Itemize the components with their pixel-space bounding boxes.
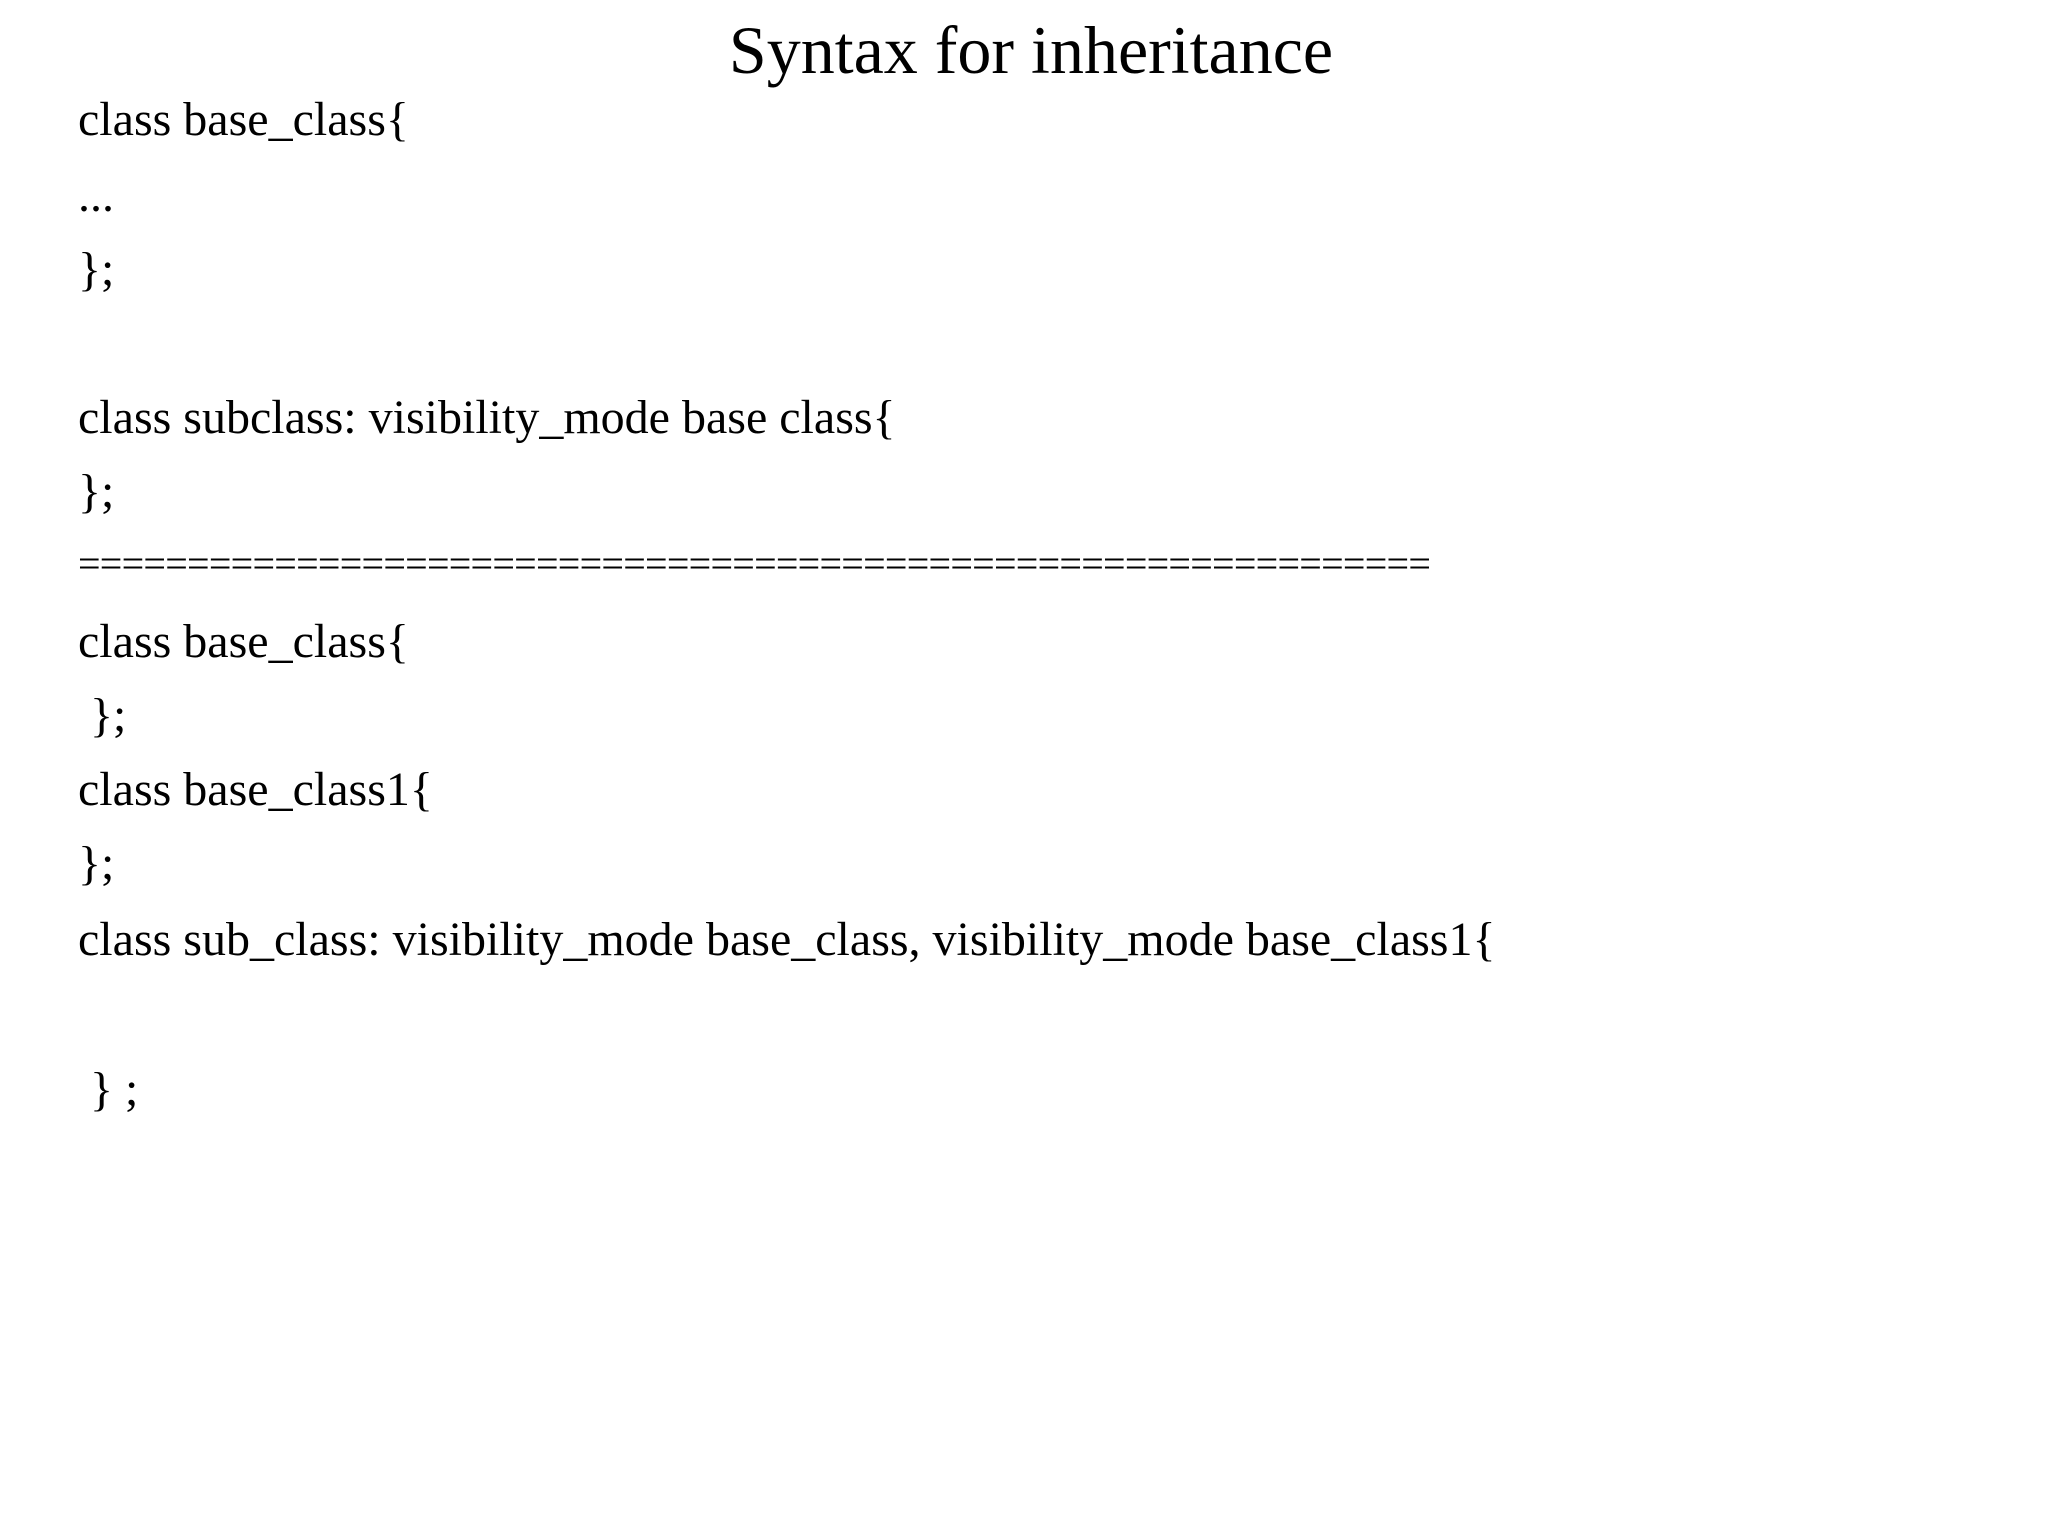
code-line: } ; xyxy=(78,1063,139,1116)
code-line: ... xyxy=(78,169,114,222)
code-line: }; xyxy=(78,465,115,518)
separator-line: ============================================================== xyxy=(78,541,1431,586)
code-line: class sub_class: visibility_mode base_class, visibility_mode base_class1{ xyxy=(78,913,1496,966)
code-line: class base_class1{ xyxy=(78,763,433,816)
code-line: }; xyxy=(78,689,127,742)
code-line: }; xyxy=(78,837,115,890)
code-line: }; xyxy=(78,243,115,296)
slide-title: Syntax for inheritance xyxy=(728,12,1334,88)
code-line: class subclass: visibility_mode base class{ xyxy=(78,391,896,444)
code-line: class base_class{ xyxy=(78,93,409,146)
code-line: class base_class{ xyxy=(78,615,409,668)
